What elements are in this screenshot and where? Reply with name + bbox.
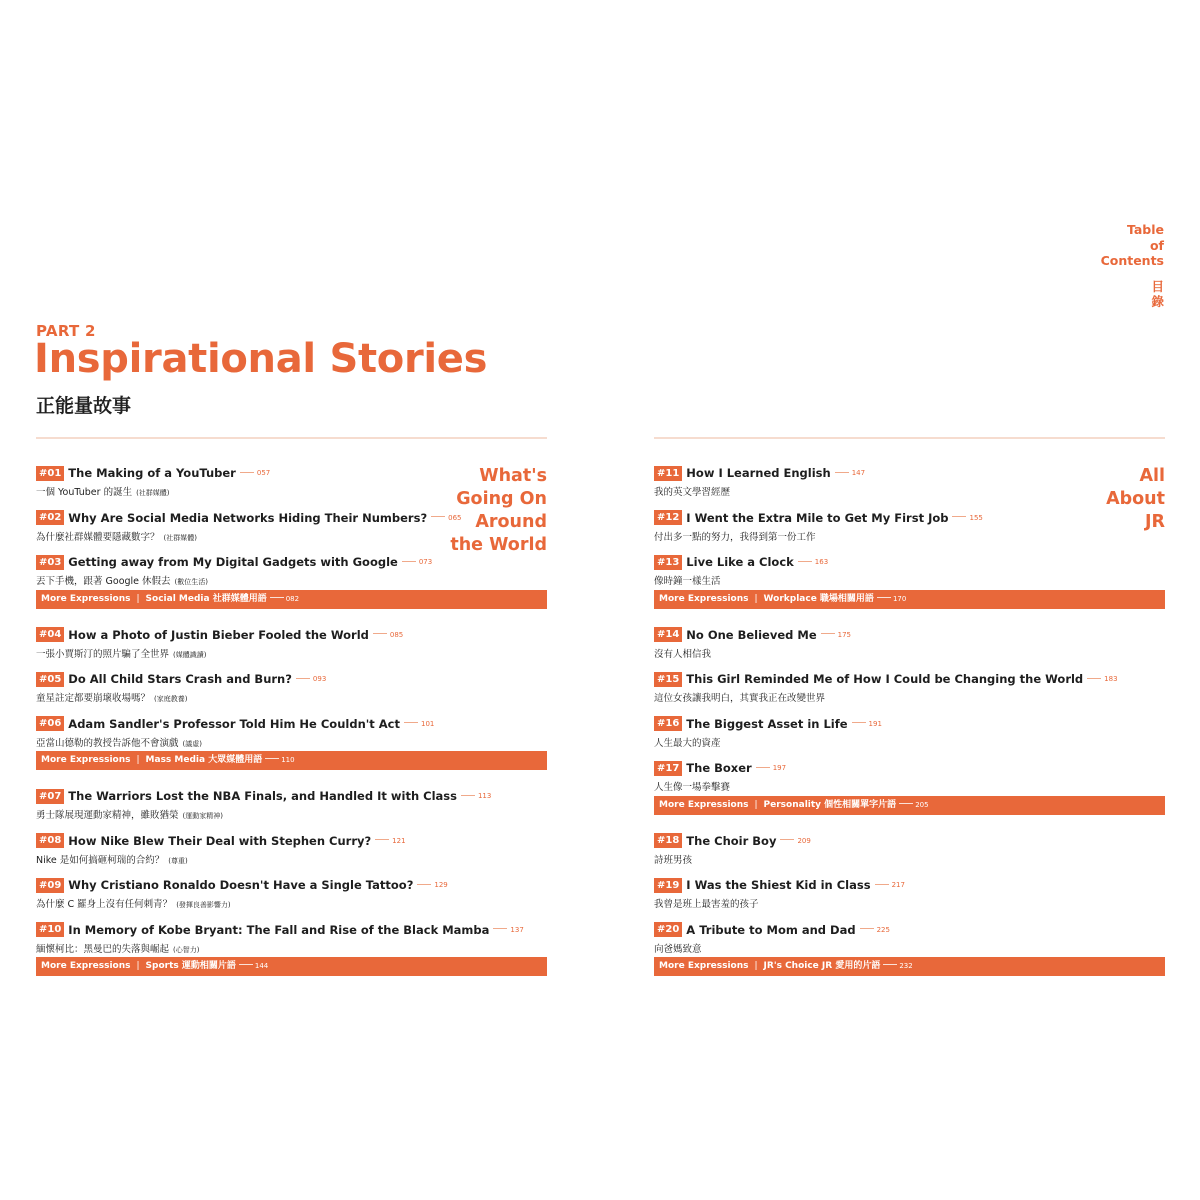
entry-title: The Warriors Lost the NBA Finals, and Handled It with Class (68, 789, 457, 803)
separator: | (136, 961, 140, 971)
section-heading (450, 465, 547, 557)
entry-page-number: 101 (421, 719, 435, 728)
entry-topic-tag: (家庭教養) (154, 695, 188, 703)
entry-number-badge: #20 (654, 922, 682, 937)
more-expressions-page: 082 (285, 594, 300, 603)
toc-entry[interactable] (654, 626, 1165, 671)
entry-topic-tag: (媒體識讀) (173, 650, 207, 659)
entry-subtitle-text: 為什麼 C 羅身上沒有任何刺青？ (36, 899, 173, 910)
leader-line (852, 722, 866, 723)
separator: | (136, 755, 140, 765)
page-subtitle-zh: 正能量故事 (36, 395, 132, 417)
leader-line (860, 928, 874, 929)
entry-subtitle-zh (654, 896, 1165, 910)
entry-title: Why Cristiano Ronaldo Doesn't Have a Single Tattoo? (68, 878, 414, 892)
leader-line (402, 561, 416, 562)
leader-line (835, 472, 849, 473)
entry-number-badge: #05 (36, 672, 64, 687)
toc-zh-line: 目 (1151, 278, 1164, 294)
entry-number-badge: #10 (36, 922, 64, 937)
entry-title-line (654, 715, 1165, 733)
entry-title: Getting away from My Digital Gadgets with Google (68, 555, 398, 569)
entry-page-number: 191 (868, 719, 882, 728)
more-expressions-bar[interactable] (654, 590, 1165, 609)
entry-page-number: 225 (876, 925, 890, 934)
leader-line (431, 516, 445, 517)
entry-subtitle-zh (654, 690, 1165, 704)
entry-title: A Tribute to Mom and Dad (686, 922, 856, 937)
more-expressions-bar[interactable] (654, 796, 1165, 815)
entry-topic-tag: (社群媒體) (136, 489, 170, 497)
more-expressions-page: 170 (892, 594, 907, 603)
entry-title-line (654, 464, 1165, 482)
leader-line (240, 472, 254, 473)
entry-subtitle-text: 人生最大的資產 (654, 737, 721, 749)
entry-number-badge: #03 (36, 555, 64, 570)
toc-en-line: Contents (1100, 253, 1164, 268)
entry-title: The Biggest Asset in Life (686, 716, 848, 731)
entry-topic-tag: (議虛) (182, 739, 202, 748)
more-expressions-bar[interactable] (36, 957, 547, 976)
entry-page-number: 085 (389, 630, 404, 639)
entry-subtitle-zh (654, 852, 1165, 866)
toc-en-line: of (1149, 237, 1164, 253)
separator: | (754, 593, 758, 604)
section-heading-line: Going On (456, 489, 547, 509)
entry-subtitle-text: 沒有人相信我 (654, 648, 712, 660)
entry-page-number: 129 (434, 881, 448, 889)
entry-subtitle-text: 緬懷柯比：黑曼巴的失落與崛起 (36, 943, 170, 955)
entry-number-badge: #18 (654, 833, 682, 848)
entry-subtitle-zh (654, 779, 1165, 793)
entry-title-line (36, 670, 547, 688)
entry-subtitle-zh (36, 941, 547, 955)
entry-subtitle-zh (654, 941, 1165, 955)
leader-line (461, 795, 475, 796)
section-heading-line: All (1139, 466, 1165, 486)
entry-subtitle-zh (654, 529, 1165, 543)
entry-subtitle-zh (654, 646, 1165, 660)
more-expressions-label: More Expressions (41, 961, 131, 971)
entry-subtitle-zh (36, 690, 547, 704)
more-expressions-label: More Expressions (41, 593, 131, 604)
entry-page-number: 197 (772, 764, 787, 772)
more-expressions-bar[interactable] (36, 590, 547, 609)
more-expressions-topic: Personality 個性相關單字片語 (763, 799, 897, 810)
entry-page-number: 183 (1104, 675, 1118, 683)
entry-title: Do All Child Stars Crash and Burn? (68, 672, 292, 686)
part-label: PART 2 (36, 322, 96, 340)
entry-subtitle-text: 我的英文學習經歷 (654, 487, 731, 498)
toc-entry[interactable] (654, 832, 1165, 877)
entry-subtitle-text: 童星註定都要崩壞收場嗎？ (36, 693, 151, 704)
section-heading-line: About (1106, 489, 1165, 509)
leader-line (877, 597, 891, 598)
entry-subtitle-text: 為什麼社群媒體要隱藏數字？ (36, 531, 160, 543)
more-expressions-label: More Expressions (41, 755, 131, 765)
toc-entry[interactable] (654, 670, 1165, 715)
entry-number-badge: #04 (36, 627, 64, 642)
entry-subtitle-text: Nike 是如何搞砸柯瑞的合約？ (36, 854, 165, 866)
entry-title: Live Like a Clock (686, 555, 794, 569)
leader-line (265, 758, 279, 759)
toc-entry[interactable] (654, 876, 1165, 921)
entry-title: How I Learned English (686, 466, 831, 480)
more-expressions-bar[interactable] (654, 957, 1165, 976)
entry-title: The Boxer (686, 761, 752, 775)
more-expressions-topic: Sports 運動相關片語 (145, 961, 236, 971)
entry-subtitle-zh (36, 852, 547, 866)
entry-topic-tag: (運動家精神) (182, 812, 223, 820)
leader-line (404, 722, 418, 723)
entry-subtitle-zh (654, 573, 1165, 587)
entry-title-line (654, 832, 1165, 850)
leader-line (899, 803, 913, 804)
entry-subtitle-text: 勇士隊展現運動家精神，雖敗猶榮 (36, 810, 179, 821)
entry-subtitle-text: 付出多一點的努力，我得到第一份工作 (654, 531, 816, 543)
leader-line (780, 839, 794, 840)
entry-subtitle-zh (654, 484, 1165, 498)
more-expressions-page: 205 (915, 800, 929, 809)
entry-number-badge: #12 (654, 510, 682, 525)
entry-number-badge: #14 (654, 627, 682, 642)
entry-subtitle-text: 一個 YouTuber 的誕生 (36, 487, 133, 498)
entry-title-line (654, 626, 1165, 644)
entry-title: I Was the Shiest Kid in Class (686, 878, 871, 892)
entry-topic-tag: (發揮良善影響力) (176, 901, 231, 909)
entry-number-badge: #15 (654, 672, 682, 687)
leader-line (875, 884, 889, 885)
leader-line (952, 516, 966, 517)
more-expressions-topic: Social Media 社群媒體用語 (145, 593, 267, 604)
entry-subtitle-text: 丟下手機，跟著 Google 休假去 (36, 576, 171, 587)
more-expressions-page: 144 (254, 962, 269, 970)
toc-entry[interactable] (36, 876, 547, 921)
section-heading (1106, 465, 1165, 534)
left-column (36, 437, 547, 993)
leader-line (270, 597, 284, 598)
more-expressions-bar[interactable] (36, 751, 547, 770)
entry-page-number: 163 (814, 558, 829, 566)
entry-list (654, 464, 1165, 976)
entry-title-line (654, 876, 1165, 894)
toc-entry[interactable] (654, 464, 1165, 509)
entry-page-number: 057 (256, 469, 271, 477)
section-heading-line: Around (475, 512, 547, 532)
entry-title-line (36, 832, 547, 850)
separator: | (754, 961, 758, 971)
entry-subtitle-text: 這位女孩讓我明白，其實我正在改變世界 (654, 693, 826, 704)
entry-title: This Girl Reminded Me of How I Could be Changing the World (686, 672, 1084, 686)
entry-title: I Went the Extra Mile to Get My First Job (686, 510, 949, 525)
leader-line (883, 964, 897, 965)
entry-title: The Making of a YouTuber (68, 466, 236, 480)
entry-subtitle-text: 一張小賈斯汀的照片騙了全世界 (36, 648, 170, 660)
entry-page-number: 065 (448, 513, 462, 522)
table-of-contents-label (1101, 222, 1164, 310)
page-title: Inspirational Stories (34, 336, 488, 382)
section-heading-line: the World (450, 535, 547, 555)
more-expressions-page: 110 (281, 756, 295, 764)
entry-title: In Memory of Kobe Bryant: The Fall and Rise of the Black Mamba (68, 922, 490, 937)
entry-page-number: 073 (418, 558, 433, 566)
entry-title-line (654, 670, 1165, 688)
separator: | (136, 593, 140, 604)
leader-line (417, 884, 431, 885)
entry-number-badge: #13 (654, 555, 682, 570)
entry-topic-tag: (社群媒體) (163, 533, 197, 542)
toc-entry[interactable] (36, 626, 547, 671)
entry-number-badge: #19 (654, 878, 682, 893)
toc-entry[interactable] (654, 715, 1165, 760)
entry-title: The Choir Boy (686, 833, 777, 848)
more-expressions-label: More Expressions (659, 593, 749, 604)
entry-page-number: 209 (797, 836, 811, 845)
entry-page-number: 113 (477, 792, 492, 800)
divider (654, 437, 1165, 439)
leader-line (798, 561, 812, 562)
entry-page-number: 137 (510, 925, 524, 934)
entry-title-line (654, 921, 1165, 939)
entry-number-badge: #09 (36, 878, 64, 893)
more-expressions-topic: Workplace 職場相關用語 (763, 593, 874, 604)
toc-entry[interactable] (36, 787, 547, 832)
leader-line (756, 767, 770, 768)
entry-title-line (36, 876, 547, 894)
entry-title-line (654, 509, 1165, 527)
entry-subtitle-zh (36, 573, 547, 587)
leader-line (1087, 678, 1101, 679)
more-expressions-label: More Expressions (659, 961, 749, 971)
leader-line (373, 633, 387, 634)
entry-subtitle-text: 人生像一場拳擊賽 (654, 782, 731, 793)
entry-number-badge: #17 (654, 761, 682, 776)
entry-number-badge: #16 (654, 716, 682, 731)
divider (36, 437, 547, 439)
entry-title-line (654, 759, 1165, 777)
entry-page-number: 217 (891, 881, 905, 889)
more-expressions-topic: Mass Media 大眾媒體用語 (145, 755, 263, 765)
entry-subtitle-text: 詩班男孩 (654, 854, 693, 866)
toc-entry[interactable] (36, 670, 547, 715)
entry-title: How Nike Blew Their Deal with Stephen Curry? (68, 833, 372, 848)
toc-entry[interactable] (654, 509, 1165, 554)
entry-title: Why Are Social Media Networks Hiding Their Numbers? (68, 510, 428, 525)
more-expressions-topic: JR's Choice JR 愛用的片語 (763, 961, 881, 971)
entry-subtitle-zh (36, 896, 547, 910)
entry-subtitle-text: 我曾是班上最害羞的孩子 (654, 899, 759, 910)
entry-page-number: 155 (969, 513, 983, 522)
entry-number-badge: #02 (36, 510, 64, 525)
entry-number-badge: #01 (36, 466, 64, 481)
leader-line (821, 633, 835, 634)
entry-subtitle-zh (654, 735, 1165, 749)
entry-topic-tag: (尊重) (168, 856, 188, 865)
entry-title-line (654, 553, 1165, 571)
entry-subtitle-zh (36, 735, 547, 749)
leader-line (375, 839, 389, 840)
entry-subtitle-text: 亞當山德勒的教授告訴他不會演戲 (36, 737, 179, 749)
entry-page-number: 147 (851, 469, 866, 477)
entry-page-number: 175 (837, 630, 851, 639)
entry-title: Adam Sandler's Professor Told Him He Couldn't Act (68, 716, 400, 731)
separator: | (754, 799, 758, 810)
entry-number-badge: #11 (654, 466, 682, 481)
entry-subtitle-text: 像時鐘一樣生活 (654, 576, 721, 587)
entry-subtitle-zh (36, 646, 547, 660)
entry-number-badge: #06 (36, 716, 64, 731)
entry-title-line (36, 626, 547, 644)
entry-subtitle-zh (36, 807, 547, 821)
entry-number-badge: #07 (36, 789, 64, 804)
leader-line (296, 678, 310, 679)
section-heading-line: JR (1145, 512, 1165, 532)
entry-title-line (36, 787, 547, 805)
entry-title: How a Photo of Justin Bieber Fooled the World (68, 627, 369, 642)
leader-line (239, 964, 253, 965)
toc-entry[interactable] (36, 832, 547, 877)
more-expressions-page: 232 (899, 962, 913, 970)
more-expressions-label: More Expressions (659, 799, 749, 810)
right-column (654, 437, 1165, 993)
toc-zh-line: 錄 (1151, 294, 1164, 309)
entry-topic-tag: (心智力) (173, 945, 200, 954)
entry-subtitle-text: 向爸媽致意 (654, 943, 702, 955)
toc-en-line: Table (1126, 222, 1164, 237)
entry-title: No One Believed Me (686, 627, 817, 642)
entry-page-number: 121 (392, 836, 406, 845)
entry-topic-tag: (數位生活) (174, 578, 209, 586)
entry-page-number: 093 (312, 675, 327, 683)
section-heading-line: What's (479, 466, 547, 486)
entry-title-line (36, 715, 547, 733)
entry-title-line (36, 921, 547, 939)
entry-number-badge: #08 (36, 833, 64, 848)
leader-line (493, 928, 507, 929)
